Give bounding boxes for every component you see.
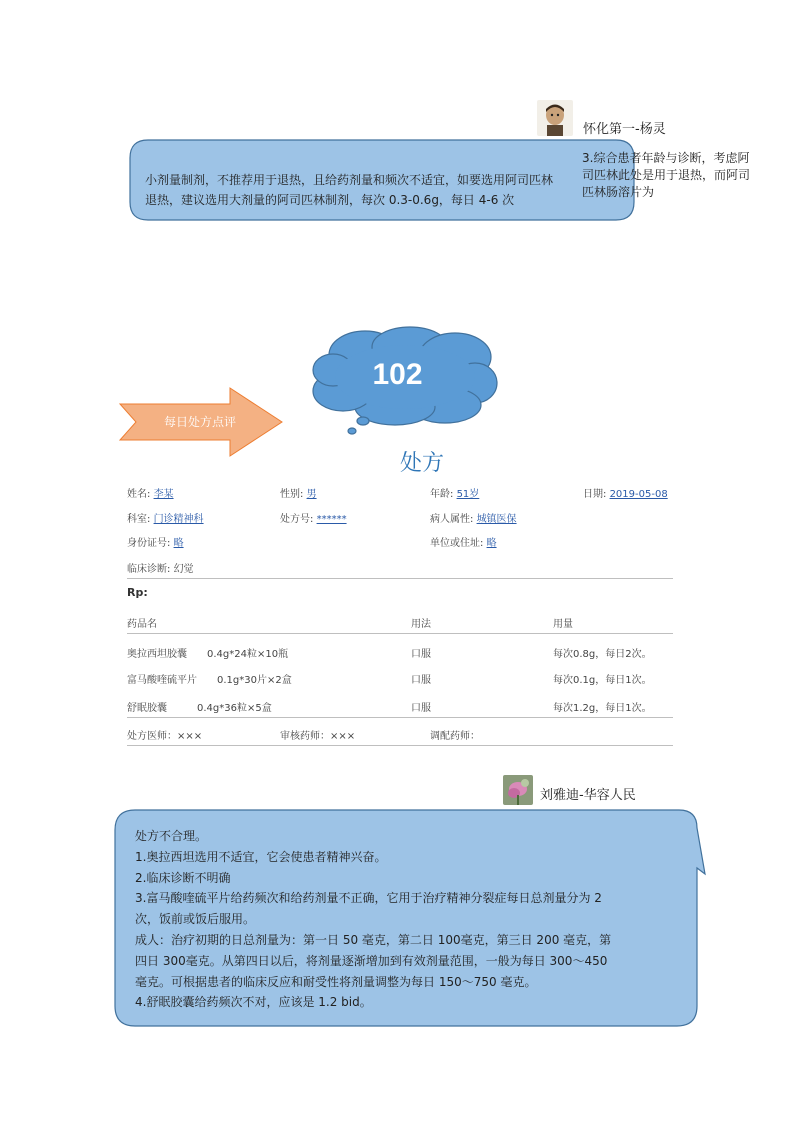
gender-label: 性别:	[280, 489, 304, 500]
id-label: 身份证号:	[127, 538, 171, 549]
address-label: 单位或住址:	[430, 538, 484, 549]
comment-line: 2.临床诊断不明确	[135, 870, 231, 885]
comment-line: 毫克。可根据患者的临床反应和耐受性将剂量调整为每日 150～750 毫克。	[135, 974, 537, 989]
comment-author: 刘雅迪-华容人民	[540, 788, 636, 803]
rx-date	[583, 485, 668, 500]
divider	[127, 578, 673, 579]
diagnosis	[127, 560, 194, 575]
patient-type-value: 城镇医保	[476, 514, 517, 525]
name-value: 李某	[153, 489, 174, 500]
column-header-dose: 用量	[553, 619, 573, 630]
drug-usage: 口服	[411, 649, 431, 660]
patient-age	[430, 485, 479, 500]
arrow-label: 每日处方点评	[163, 415, 236, 429]
drug-name: 奥拉西坦胶囊	[127, 649, 187, 660]
address-value: 略	[486, 538, 497, 549]
comment-line: 1.奥拉西坦选用不适宜，它会使患者精神兴奋。	[135, 849, 387, 864]
reviewer-signature: 审核药师：×××	[280, 731, 356, 742]
comment-line: 次，饭前或饭后服用。	[135, 912, 256, 927]
name-label: 姓名:	[127, 489, 151, 500]
patient-name	[127, 485, 174, 500]
doctor-signature: 处方医师：×××	[127, 731, 203, 742]
comment-bubble-text	[135, 826, 675, 1013]
comment-line: 4.舒眠胶囊给药频次不对，应该是 1.2 bid。	[135, 995, 372, 1010]
bubble-line: 退热，建议选用大剂量的阿司匹林制剂，每次 0.3-0.6g，每日 4-6 次	[145, 193, 515, 207]
comment-line: 处方不合理。	[135, 829, 208, 843]
patient-gender	[280, 485, 317, 500]
diagnosis-value: 幻觉	[173, 564, 194, 575]
comment-author: 怀化第一-杨灵	[583, 122, 666, 137]
cloud-number: 102	[372, 358, 423, 391]
patient-type-label: 病人属性:	[430, 514, 474, 525]
table-row	[127, 645, 673, 659]
drug-spec: 0.4g*36粒×5盒	[197, 703, 272, 714]
drug-usage: 口服	[411, 703, 431, 714]
drug-dose: 每次0.1g，每日1次。	[553, 675, 652, 686]
prescription-title: 处方	[400, 451, 445, 476]
drug-dose: 每次1.2g，每日1次。	[553, 703, 652, 714]
rx-number	[280, 510, 347, 525]
divider	[127, 633, 673, 634]
drug-usage: 口服	[411, 675, 431, 686]
rx-no-value: ******	[316, 514, 347, 525]
comment-line: 成人：治疗初期的日总剂量为：第一日 50 毫克，第二日 100毫克，第三日 200 毫克，第	[135, 932, 612, 947]
divider	[127, 745, 673, 746]
drug-spec: 0.1g*30片×2盒	[217, 675, 292, 686]
dispenser-signature: 调配药师：	[430, 731, 480, 742]
address	[430, 534, 497, 549]
table-row	[127, 699, 673, 713]
date-label: 日期:	[583, 489, 607, 500]
drug-dose: 每次0.8g，每日2次。	[553, 649, 652, 660]
comment-line: 3.富马酸喹硫平片给药频次和给药剂量不正确，它用于治疗精神分裂症每日总剂量分为 2	[135, 891, 602, 906]
bubble-line: 小剂量制剂，不推荐用于退热，且给药剂量和频次不适宜，如要选用阿司匹林	[145, 173, 554, 187]
rp-label: Rp:	[127, 586, 148, 599]
date-value: 2019-05-08	[609, 489, 668, 500]
rx-no-label: 处方号:	[280, 514, 314, 525]
drug-name: 富马酸喹硫平片	[127, 675, 197, 686]
table-row	[127, 671, 673, 685]
department	[127, 510, 204, 525]
comment-line: 四日 300毫克。从第四日以后，将剂量逐渐增加到有效剂量范围，一般为每日 300～450	[135, 953, 608, 968]
column-header-drug: 药品名	[127, 619, 157, 630]
id-value: 略	[173, 538, 184, 549]
dept-value: 门诊精神科	[153, 514, 204, 525]
avatar	[503, 775, 533, 805]
column-header-usage: 用法	[411, 619, 431, 630]
drug-spec: 0.4g*24粒×10瓶	[207, 649, 289, 660]
diagnosis-label: 临床诊断:	[127, 564, 171, 575]
gender-value: 男	[306, 489, 317, 500]
comment-side-note: 3.综合患者年龄与诊断，考虑阿司匹林此处是用于退热，而阿司匹林肠溶片为	[582, 151, 751, 199]
id-number	[127, 534, 184, 549]
age-label: 年龄:	[430, 489, 454, 500]
avatar	[537, 100, 573, 136]
comment-bubble-text	[145, 170, 610, 210]
age-value: 51岁	[456, 489, 480, 500]
divider	[127, 717, 673, 718]
dept-label: 科室:	[127, 514, 151, 525]
patient-type	[430, 510, 517, 525]
drug-name: 舒眠胶囊	[127, 703, 167, 714]
